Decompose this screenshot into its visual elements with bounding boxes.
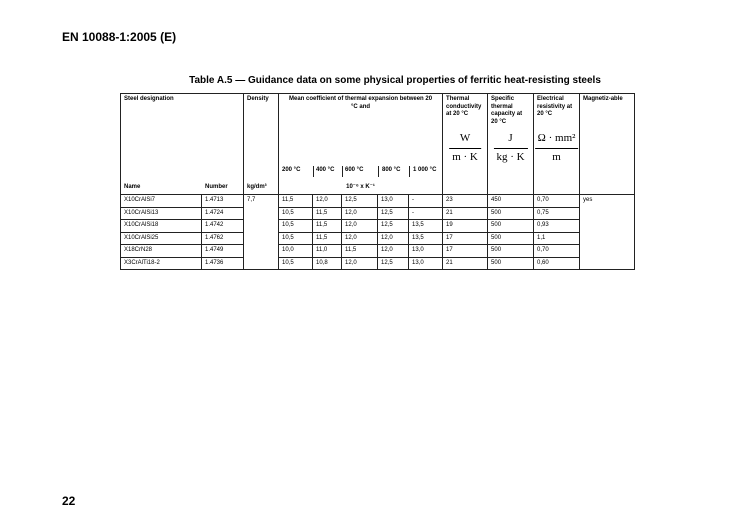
conductivity-value: 17 [443,232,488,245]
capacity-value: 500 [488,207,534,220]
resistivity-value: 0,75 [534,207,580,220]
expansion-400: 12,0 [313,195,342,208]
steel-name: X10CrAlSi7 [121,195,202,208]
steel-number: 1.4749 [202,245,244,258]
conductivity-label: Thermal conductivity at 20 °C [446,96,482,117]
expansion-400: 11,0 [313,245,342,258]
steel-designation-header [121,94,244,195]
number-header: Number [205,183,228,190]
expansion-800: 12,0 [378,245,409,258]
resistivity-unit [535,132,579,165]
fraction-line [535,148,579,149]
conductivity-value: 23 [443,195,488,208]
expansion-800: 13,0 [378,195,409,208]
expansion-800: 12,5 [378,220,409,233]
table-row [121,220,635,233]
density-unit: kg/dm³ [247,183,267,190]
temp-separator [409,166,410,177]
temp-separator [342,166,343,177]
expansion-1000: - [409,207,443,220]
expansion-800: 12,0 [378,232,409,245]
resistivity-label: Electrical resistivity at 20 °C [537,96,573,117]
expansion-200: 10,5 [279,232,313,245]
resistivity-header [534,94,580,195]
header-row [121,94,635,195]
expansion-label: Mean coefficient of thermal expansion between 20 °C and [289,96,433,110]
expansion-600: 12,5 [342,195,378,208]
steel-number: 1.4762 [202,232,244,245]
capacity-value: 500 [488,220,534,233]
resistivity-value: 0,70 [534,245,580,258]
expansion-600: 11,5 [342,245,378,258]
expansion-1000: 13,5 [409,220,443,233]
expansion-400: 11,5 [313,207,342,220]
density-label: Density [247,96,269,102]
table-row [121,257,635,270]
fraction-line [449,148,481,149]
temp-600: 600 °C [345,167,364,173]
name-header: Name [124,183,141,190]
table-row [121,195,635,208]
document-id: EN 10088-1:2005 (E) [62,30,177,44]
temp-separator [378,166,379,177]
capacity-value: 500 [488,232,534,245]
table-title: Table A.5 — Guidance data on some physical properties of ferritic heat-resisting steels [189,75,601,86]
steel-designation-label: Steel designation [124,96,174,102]
expansion-600: 12,0 [342,207,378,220]
expansion-400: 10,8 [313,257,342,270]
magnetizable-label: Magnetiz-able [583,96,623,102]
expansion-400: 11,5 [313,232,342,245]
expansion-400: 11,5 [313,220,342,233]
steel-number: 1.4724 [202,207,244,220]
steel-number: 1.4713 [202,195,244,208]
steel-name: X10CrAlSi13 [121,207,202,220]
heat-capacity-label: Specific thermal capacity at 20 °C [491,96,523,125]
table-row [121,245,635,258]
properties-table [120,93,635,270]
magnetizable-value: yes [580,195,635,270]
table-row [121,207,635,220]
expansion-200: 11,5 [279,195,313,208]
conductivity-unit-den: m · K [452,150,478,163]
expansion-200: 10,5 [279,257,313,270]
resistivity-value: 0,60 [534,257,580,270]
temp-800: 800 °C [382,167,401,173]
temp-separator [313,166,314,177]
expansion-800: 12,5 [378,257,409,270]
conductivity-value: 19 [443,220,488,233]
expansion-1000: 13,0 [409,245,443,258]
fraction-line [493,148,527,149]
expansion-600: 12,0 [342,220,378,233]
expansion-1000: - [409,195,443,208]
temp-1000: 1 000 °C [413,167,437,173]
expansion-header [279,94,443,195]
steel-name: X18CrN28 [121,245,202,258]
expansion-600: 12,0 [342,257,378,270]
expansion-1000: 13,0 [409,257,443,270]
conductivity-unit [449,132,481,165]
table-row [121,232,635,245]
steel-name: X3CrAlTi18-2 [121,257,202,270]
resistivity-unit-num: Ω · mm² [537,132,576,144]
expansion-200: 10,5 [279,207,313,220]
capacity-value: 500 [488,257,534,270]
temp-200: 200 °C [282,167,301,173]
temp-400: 400 °C [316,167,335,173]
conductivity-header [443,94,488,195]
resistivity-value: 1,1 [534,232,580,245]
page-number: 22 [62,494,76,508]
steel-name: X10CrAlSi18 [121,220,202,233]
expansion-unit: 10⁻⁶ x K⁻¹ [346,183,375,190]
density-header [244,94,279,195]
magnetizable-header [580,94,635,195]
conductivity-value: 21 [443,207,488,220]
conductivity-value: 21 [443,257,488,270]
heat-capacity-unit-num: J [508,132,513,144]
heat-capacity-header [488,94,534,195]
expansion-200: 10,0 [279,245,313,258]
temperature-row [279,167,442,179]
expansion-800: 12,5 [378,207,409,220]
expansion-200: 10,5 [279,220,313,233]
heat-capacity-unit-den: kg · K [496,150,525,163]
capacity-value: 500 [488,245,534,258]
expansion-600: 12,0 [342,232,378,245]
steel-name: X10CrAlSi25 [121,232,202,245]
expansion-1000: 13,5 [409,232,443,245]
heat-capacity-unit [493,132,527,165]
conductivity-value: 17 [443,245,488,258]
steel-number: 1.4736 [202,257,244,270]
density-value: 7,7 [244,195,279,270]
resistivity-value: 0,70 [534,195,580,208]
conductivity-unit-num: W [459,132,471,144]
resistivity-unit-den: m [552,150,561,163]
steel-number: 1.4742 [202,220,244,233]
capacity-value: 450 [488,195,534,208]
resistivity-value: 0,93 [534,220,580,233]
